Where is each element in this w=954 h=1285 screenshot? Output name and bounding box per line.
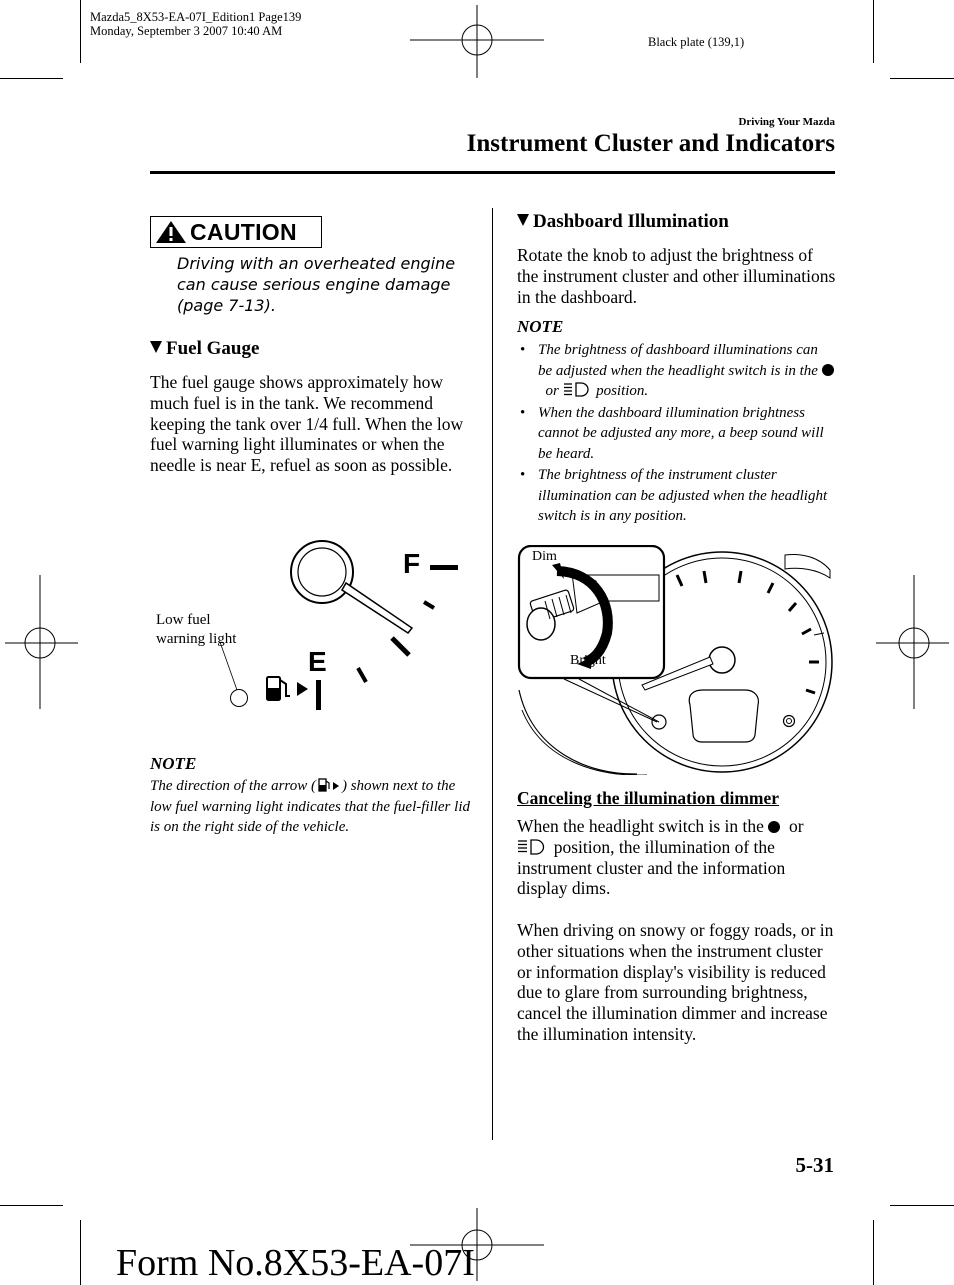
section-marker-icon bbox=[517, 214, 529, 226]
bright-label: Bright bbox=[570, 653, 606, 668]
warning-triangle-icon bbox=[154, 219, 188, 245]
canceling-p1-before: When the headlight switch is in the bbox=[517, 816, 764, 836]
parking-light-dot-icon bbox=[822, 364, 834, 376]
canceling-paragraph-1 bbox=[517, 816, 837, 899]
parking-light-dot-icon bbox=[768, 821, 780, 833]
bullet-text: or bbox=[545, 383, 559, 399]
fuel-pump-icon bbox=[267, 677, 308, 700]
canceling-paragraph-2: When driving on snowy or foggy roads, or in other situations when the instrument cluster or information display's visibility is reduced due to glare from surrounding brightness, cancel the illumination dimmer and increase the illumination intensity. bbox=[517, 920, 834, 1044]
bullet-text: position. bbox=[596, 383, 649, 399]
instrument-cluster-drawing bbox=[517, 545, 835, 775]
headlight-beam-icon bbox=[563, 381, 589, 397]
list-item: • The brightness of dashboard illuminations can be adjusted when the headlight switch is in the or position. bbox=[517, 340, 835, 402]
headlight-beam-icon bbox=[517, 838, 545, 855]
list-item: • The brightness of the instrument cluster illumination can be adjusted when the headlight switch is in any position. bbox=[520, 467, 828, 524]
page-number: 5-31 bbox=[795, 1153, 834, 1177]
low-fuel-callout: Low fuel warning light bbox=[156, 612, 237, 647]
empty-mark: E bbox=[308, 646, 327, 677]
fuel-gauge-figure bbox=[150, 530, 470, 720]
canceling-p1-middle: or bbox=[789, 816, 804, 836]
registration-mark-right bbox=[874, 575, 954, 709]
bullet-text: The brightness of dashboard illuminations can be adjusted when the headlight switch is in the bbox=[538, 342, 818, 379]
left-note-text bbox=[150, 776, 472, 838]
form-number: Form No.8X53-EA-07I bbox=[116, 1242, 475, 1284]
right-note-label: NOTE bbox=[517, 317, 564, 336]
section-name: Driving Your Mazda bbox=[738, 116, 835, 128]
print-file-line: Mazda5_8X53-EA-07I_Edition1 Page139 bbox=[90, 10, 302, 24]
caution-box bbox=[150, 216, 322, 248]
caution-text: Driving with an overheated engine can cause serious engine damage (page 7-13). bbox=[177, 254, 456, 315]
list-item: • When the dashboard illumination brightness cannot be adjusted any more, a beep sound will be heard. bbox=[520, 404, 824, 462]
fuel-pump-icon bbox=[316, 778, 342, 792]
section-marker-icon bbox=[150, 341, 162, 353]
registration-mark-top bbox=[410, 0, 544, 80]
illumination-figure bbox=[517, 545, 835, 775]
column-divider bbox=[492, 208, 493, 1140]
plate-label: Black plate (139,1) bbox=[648, 35, 745, 49]
left-note-label: NOTE bbox=[150, 754, 197, 773]
bullet-text: When the dashboard illumination brightness cannot be adjusted any more, a beep sound will be heard. bbox=[538, 404, 824, 462]
dashboard-illumination-heading bbox=[517, 211, 729, 233]
full-mark: F bbox=[403, 548, 421, 579]
caution-label: CAUTION bbox=[190, 218, 297, 245]
dashboard-illumination-body: Rotate the knob to adjust the brightness of the instrument cluster and other illuminations in the dashboard. bbox=[517, 245, 836, 307]
fuel-gauge-body: The fuel gauge shows approximately how much fuel is in the tank. We recommend keeping the tank over 1/4 full. When the low fuel warning light illuminates or when the needle is near E, refuel as soon as possible. bbox=[150, 372, 464, 476]
registration-mark-left bbox=[0, 575, 80, 709]
left-note-text-after: ) shown next to the low fuel warning light indicates that the fuel-filler lid is on the right side of the vehicle. bbox=[150, 778, 470, 835]
canceling-heading: Canceling the illumination dimmer bbox=[517, 788, 780, 808]
canceling-p1-after: position, the illumination of the instrument cluster and the information display dims. bbox=[517, 836, 786, 899]
dim-label: Dim bbox=[532, 549, 557, 564]
dashboard-illumination-heading-text: Dashboard Illumination bbox=[533, 211, 729, 232]
print-date-line: Monday, September 3 2007 10:40 AM bbox=[90, 24, 283, 38]
left-note-text-before: The direction of the arrow ( bbox=[150, 778, 316, 794]
page-title: Instrument Cluster and Indicators bbox=[466, 130, 835, 157]
right-note-list bbox=[517, 340, 835, 528]
fuel-gauge-heading bbox=[150, 338, 259, 360]
header-rule bbox=[150, 171, 835, 174]
fuel-gauge-heading-text: Fuel Gauge bbox=[166, 338, 260, 359]
bullet-text: The brightness of the instrument cluster illumination can be adjusted when the headlight switch is in any position. bbox=[538, 467, 828, 524]
